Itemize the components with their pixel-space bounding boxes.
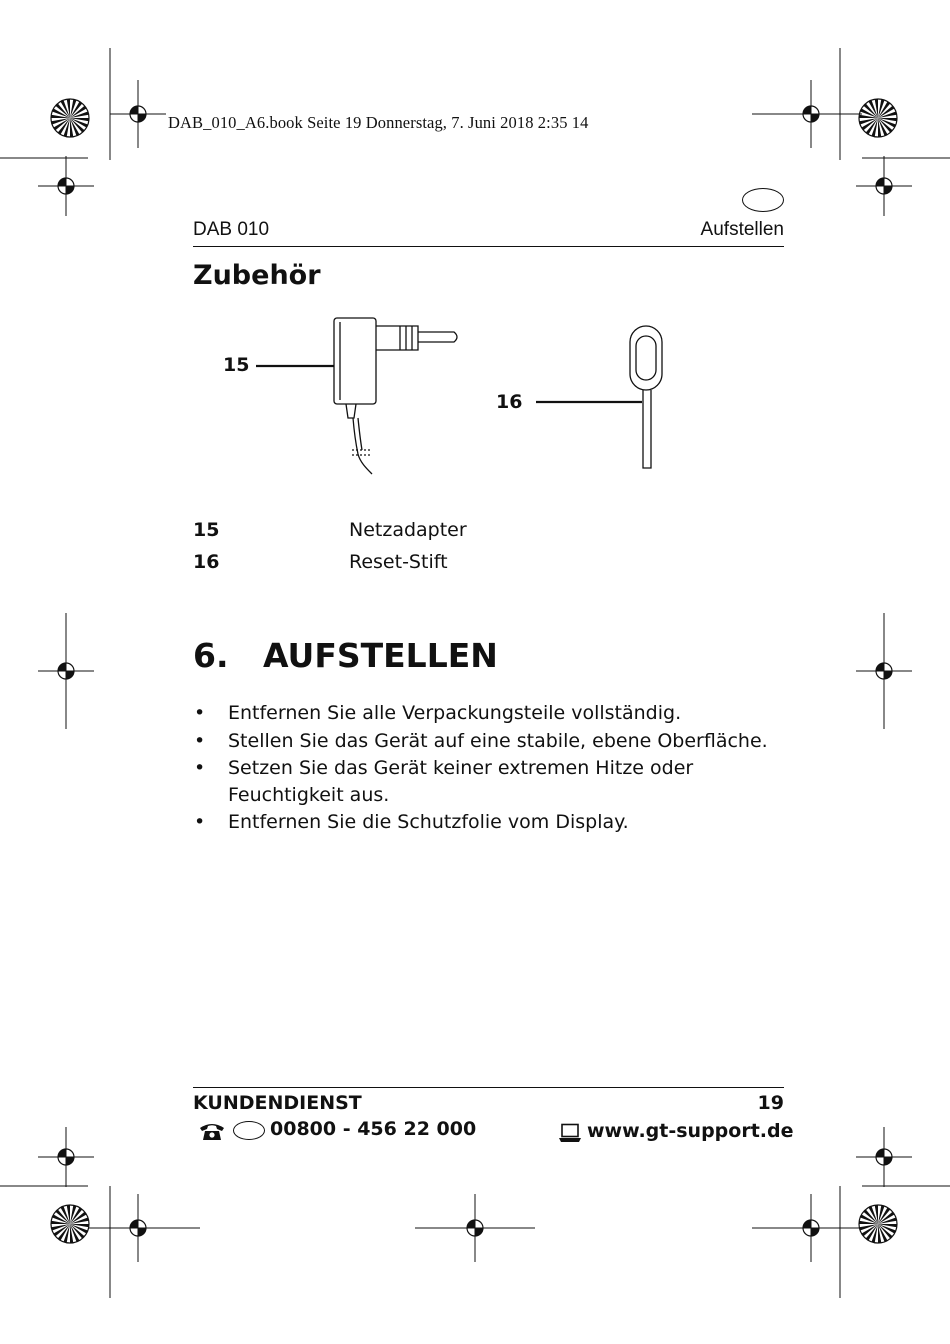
- legend-label: Netzadapter: [349, 519, 467, 541]
- language-badge: [742, 188, 784, 212]
- crosshair-mark-icon: [856, 1127, 912, 1187]
- registration-star-icon: [859, 99, 897, 137]
- callout-adapter: 15: [223, 354, 250, 376]
- page-number: 19: [757, 1092, 784, 1114]
- bullet-icon: •: [194, 702, 206, 724]
- country-badge: [233, 1121, 265, 1140]
- registration-star-icon: [51, 99, 89, 137]
- crosshair-mark-icon: [856, 156, 912, 216]
- accessories-heading: Zubehör: [193, 260, 321, 291]
- crosshair-mark-icon: [38, 1127, 94, 1187]
- legend-label: Reset-Stift: [349, 551, 448, 573]
- callout-pin: 16: [496, 391, 523, 413]
- crosshair-mark-icon: [415, 1194, 535, 1262]
- legend-number: 16: [193, 551, 220, 573]
- list-item-text: Stellen Sie das Gerät auf eine stabile, ebene Oberfläche.: [228, 729, 768, 752]
- list-item-text: Setzen Sie das Gerät keiner extremen Hitze oder Feuchtigkeit aus.: [228, 757, 694, 806]
- footer-rule: [193, 1087, 784, 1088]
- list-item-text: Entfernen Sie die Schutzfolie vom Display.: [228, 811, 629, 833]
- registration-star-icon: [859, 1205, 897, 1243]
- section-number: 6.: [193, 636, 229, 675]
- crosshair-mark-icon: [110, 80, 166, 148]
- crosshair-mark-icon: [856, 613, 912, 729]
- bullet-icon: •: [194, 757, 206, 779]
- section-title: AUFSTELLEN: [263, 636, 498, 675]
- hotline-number: 00800 - 456 22 000: [270, 1118, 477, 1140]
- legend-number: 15: [193, 519, 220, 541]
- telephone-icon: [198, 1121, 226, 1141]
- list-item: [193, 728, 793, 755]
- header-rule: [193, 246, 784, 247]
- bullet-icon: •: [194, 729, 206, 752]
- setup-instructions-list: [193, 700, 793, 837]
- list-item: [193, 809, 793, 836]
- reset-pin-icon: [630, 326, 662, 468]
- accessories-illustration: [250, 310, 670, 480]
- crosshair-mark-icon: [38, 613, 94, 729]
- laptop-icon: [559, 1123, 581, 1143]
- print-job-header: DAB_010_A6.book Seite 19 Donnerstag, 7. Juni 2018 2:35 14: [168, 113, 589, 132]
- list-item: [193, 700, 793, 727]
- list-item: [193, 755, 793, 808]
- registration-star-icon: [51, 1205, 89, 1243]
- support-website: www.gt-support.de: [587, 1120, 794, 1142]
- list-item-text: Entfernen Sie alle Verpackungsteile vollständig.: [228, 702, 682, 724]
- bullet-icon: •: [194, 811, 206, 833]
- running-header-model: DAB 010: [193, 219, 270, 240]
- customer-service-label: KUNDENDIENST: [193, 1092, 362, 1114]
- running-header-chapter: Aufstellen: [700, 219, 784, 240]
- power-adapter-icon: [334, 318, 457, 474]
- crosshair-mark-icon: [38, 156, 94, 216]
